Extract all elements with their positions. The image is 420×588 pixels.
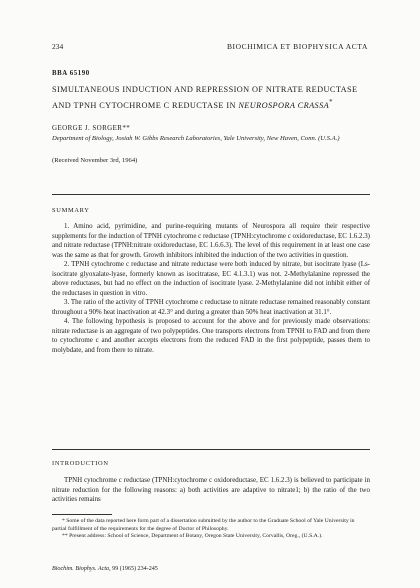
summary-paragraph: 3. The ratio of the activity of TPNH cytochrome c reductase to nitrate reductase remained reasonably constant throughout a 90% heat inactivation at 42.3° and during a greater than 50% heat inactivation at 31.1°. bbox=[52, 298, 370, 316]
journal-citation bbox=[52, 566, 158, 572]
author-name: GEORGE J. SORGER** bbox=[52, 124, 131, 132]
title-main: SIMULTANEOUS INDUCTION AND REPRESSION OF NITRATE REDUCTASE AND TPNH CYTOCHROME C REDUCTASE IN bbox=[52, 85, 358, 110]
journal-name: BIOCHIMICA ET BIOPHYSICA ACTA bbox=[226, 42, 368, 51]
summary-paragraph: 2. TPNH cytochrome c reductase and nitrate reductase were both induced by nitrate, but isocitrate lyase (Ls-isocitrate glyoxalate-lyase, formerly known as isocitratase, EC 4.1.3.1) was not. 2-Methylalanine repressed the above reductases, but had no effect on the induction of isocitrate lyase. 2-Methylalanine did not inhibit either of the reductases in question in vitro. bbox=[52, 260, 370, 297]
introduction-heading: INTRODUCTION bbox=[52, 460, 109, 467]
citation-journal: Biochim. Biophys. Acta, bbox=[52, 566, 111, 572]
citation-details: 99 (1965) 234-245 bbox=[112, 566, 158, 572]
footnote-rule bbox=[52, 514, 112, 515]
title-organism: NEUROSPORA CRASSA bbox=[238, 100, 330, 110]
summary-body bbox=[52, 222, 370, 355]
article-code: BBA 65190 bbox=[52, 70, 90, 77]
summary-paragraph: 4. The following hypothesis is proposed to account for the above and for previously made observations: nitrate reductase is an aggregate of two polypeptides. One transports electrons from TPNH to FAD and from there to cytochrome c and another accepts electrons from the reduced FAD in the first polypeptide, passes them to molybdate, and from there to nitrate. bbox=[52, 317, 370, 354]
summary-bottom-rule bbox=[52, 449, 370, 450]
introduction-body bbox=[52, 476, 370, 505]
page-number: 234 bbox=[52, 42, 64, 51]
summary-top-rule bbox=[52, 194, 370, 195]
footnotes bbox=[52, 518, 370, 541]
summary-heading: SUMMARY bbox=[52, 207, 90, 214]
summary-paragraph: 1. Amino acid, pyrimidine, and purine-requiring mutants of Neurospora all require their respective supplements for the induction of TPNH cytochrome c reductase (TPNH:cytochrome c oxidoreductase, EC 1.6.2.3) and nitrate reductase (TPNH:nitrate oxidoreductase, EC 1.6.6.3). The level of this requirement in at least one case was the same as that for growth. Growth inhibitors inhibited the induction of the two activities in question. bbox=[52, 222, 370, 259]
footnote: ** Present address: School of Science, Department of Botany, Oregon State University, Corvallis, Oreg., (U.S.A.). bbox=[62, 533, 323, 540]
footnote: * Some of the data reported here form part of a dissertation submitted by the author to the Graduate School of Yale University in partial fulfillment of the requirements for the degree of Doctor of Philosophy. bbox=[52, 518, 355, 532]
running-header bbox=[52, 42, 368, 54]
author-affiliation: Department of Biology, Josiah W. Gibbs Research Laboratories, Yale University, New Haven, Conn. (U.S.A.) bbox=[52, 135, 340, 142]
title-footnote-marker: * bbox=[329, 98, 333, 106]
article-title bbox=[52, 84, 370, 112]
received-date: (Received November 3rd, 1964) bbox=[52, 157, 138, 164]
introduction-paragraph: TPNH cytochrome c reductase (TPNH:cytochrome c oxidoreductase, EC 1.6.2.3) is believed to participate in nitrate reduction for the following reasons: a) both activities are adaptive to nitrate1; b) the ratio of the two activities remains bbox=[52, 476, 370, 503]
